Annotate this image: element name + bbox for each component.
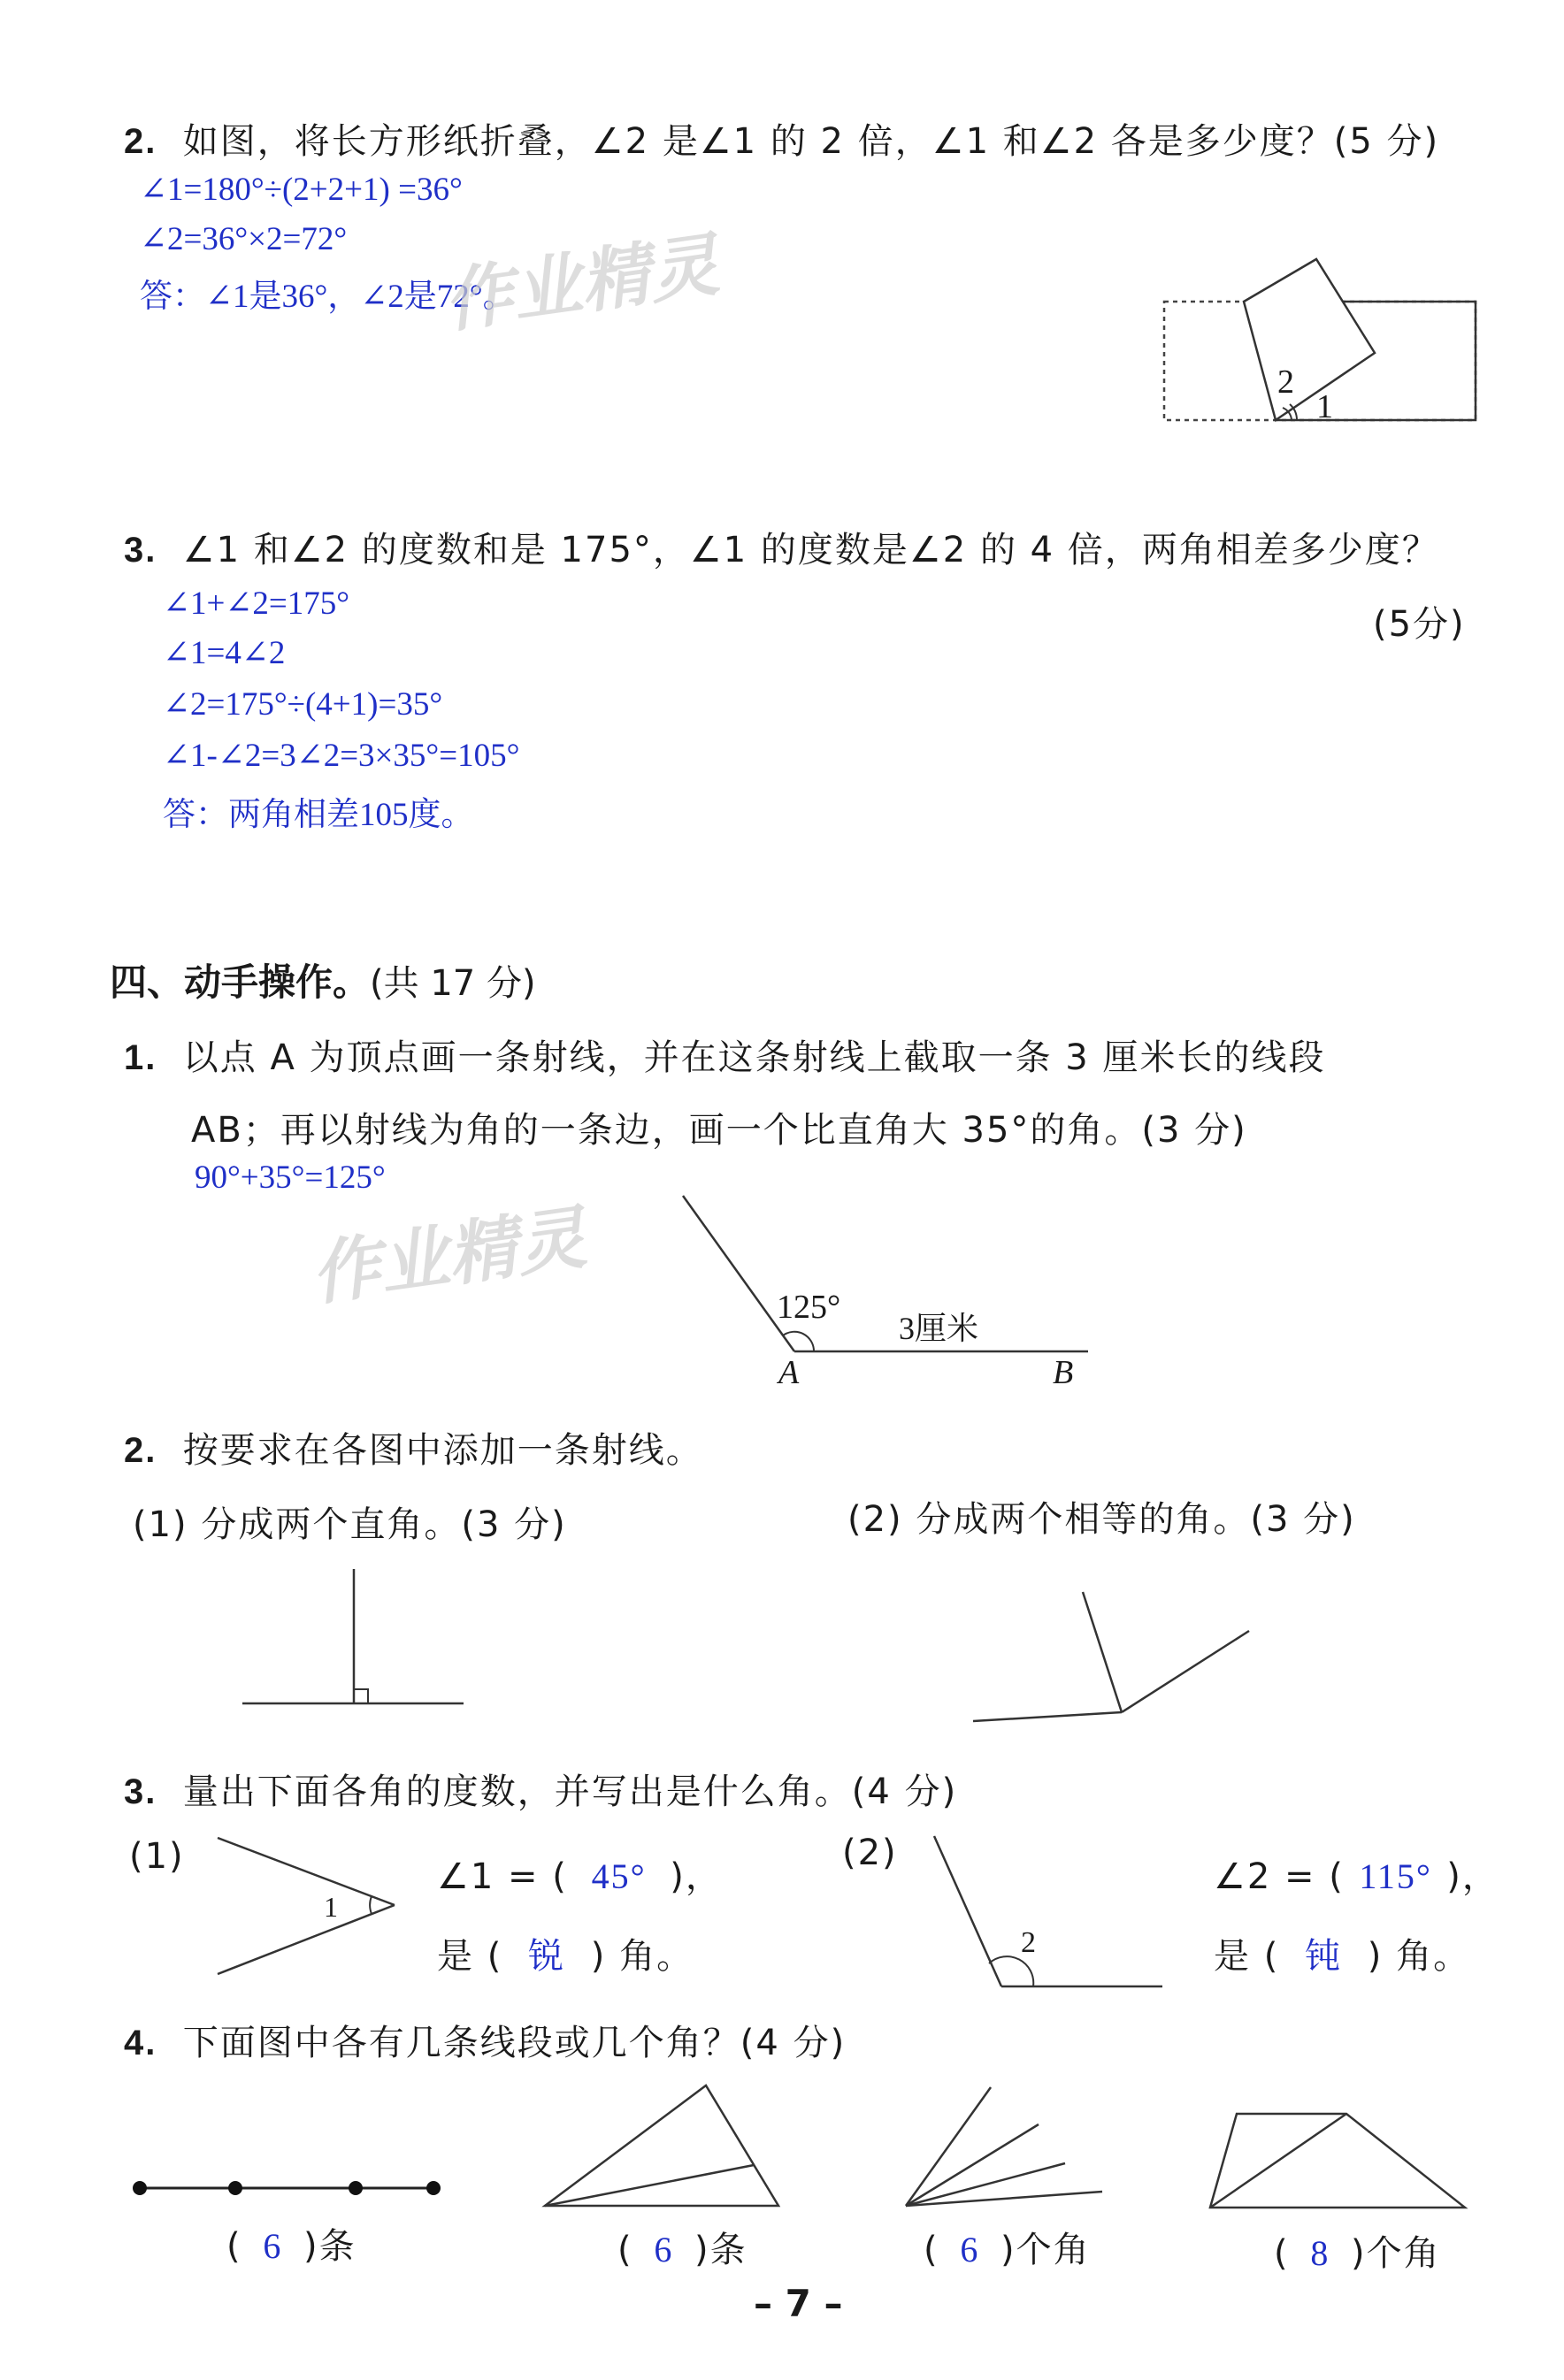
s4q3-p2-kind-line bbox=[1214, 1928, 1470, 1978]
s4q2-text: 按要求在各图中添加一条射线。 bbox=[182, 1430, 703, 1471]
watermark-1: 作业精灵 bbox=[439, 225, 724, 343]
s4q3-p1-kind: 锐 bbox=[528, 1936, 566, 1977]
s4q3-p2-kind-pre: 是 ( bbox=[1214, 1936, 1280, 1977]
q3-text: ∠1 和∠2 的度数和是 175°，∠1 的度数是∠2 的 4 倍，两角相差多少度？ bbox=[182, 530, 1439, 570]
s4q1-fig-angle: 125° bbox=[777, 1289, 841, 1326]
s4q4-item-3-post: )个角 bbox=[1000, 2230, 1091, 2270]
q3-score: (5分) bbox=[1373, 604, 1466, 645]
s4q3-p2-fig-label: 2 bbox=[1021, 1926, 1036, 1959]
s4q2-sub2: (2) 分成两个相等的角。(3 分) bbox=[847, 1499, 1356, 1540]
s4q4-item-3-pre: ( bbox=[924, 2230, 939, 2270]
q2-fig-label-1: 1 bbox=[1316, 388, 1333, 425]
s4q4-segment-figure bbox=[129, 2170, 448, 2206]
s4q1-fig-length: 3厘米 bbox=[899, 1311, 979, 1346]
s4q2-angle-figure bbox=[970, 1583, 1261, 1725]
s4q4-item-1-pre: ( bbox=[226, 2226, 242, 2267]
section4-title: 四、动手操作。 bbox=[110, 960, 371, 1004]
s4q1-angle-figure bbox=[672, 1185, 1097, 1362]
watermark-2: 作业精灵 bbox=[306, 1198, 591, 1316]
q2-answer-1: ∠1=180°÷(2+2+1) =36° bbox=[140, 172, 463, 208]
s4q3-prompt bbox=[124, 1764, 957, 1814]
q3-prompt bbox=[124, 522, 1439, 572]
s4q4-text: 下面图中各有几条线段或几个角？(4 分) bbox=[182, 2023, 847, 2063]
s4q1-line2: AB；再以射线为角的一条边，画一个比直角大 35°的角。(3 分) bbox=[191, 1110, 1247, 1151]
q3-answer-1: ∠1+∠2=175° bbox=[163, 585, 350, 622]
s4q4-prompt bbox=[124, 2015, 846, 2065]
page-number: – 7 – bbox=[754, 2282, 843, 2325]
s4q3-p1-angle-line bbox=[437, 1848, 723, 1899]
s4q3-acute-angle-figure bbox=[212, 1831, 407, 1981]
s4q3-p1-value: 45° bbox=[591, 1856, 647, 1896]
s4q2-sub1: (1) 分成两个直角。(3 分) bbox=[133, 1504, 567, 1545]
s4q1-answer: 90°+35°=125° bbox=[195, 1159, 386, 1196]
q2-text: 如图，将长方形纸折叠，∠2 是∠1 的 2 倍，∠1 和∠2 各是多少度？(5 分) bbox=[182, 121, 1440, 162]
s4q3-p2-angle-line bbox=[1214, 1848, 1499, 1899]
s4q3-p2-kind: 钝 bbox=[1305, 1936, 1343, 1977]
s4q1-text-1: 以点 A 为顶点画一条射线，并在这条射线上截取一条 3 厘米长的线段 bbox=[182, 1037, 1326, 1078]
s4q1-number: 1. bbox=[124, 1038, 157, 1077]
s4q3-p2-angle-name: ∠2 = ( bbox=[1214, 1856, 1345, 1897]
q2-number: 2. bbox=[124, 122, 157, 161]
s4q3-p1-kind-post: ) 角。 bbox=[590, 1936, 694, 1977]
s4q4-rays-figure bbox=[902, 2078, 1106, 2211]
s4q3-p2-value: 115° bbox=[1359, 1856, 1432, 1896]
q2-answer-2: ∠2=36°×2=72° bbox=[140, 221, 348, 257]
s4q3-p1-angle-name: ∠1 = ( bbox=[437, 1856, 568, 1897]
s4q3-obtuse-angle-figure bbox=[929, 1831, 1168, 1990]
s4q4-item-1-value: 6 bbox=[263, 2226, 283, 2266]
q2-prompt bbox=[124, 113, 1439, 164]
s4q3-p1-close: )， bbox=[670, 1856, 723, 1897]
s4q4-trapezoid-figure bbox=[1207, 2107, 1472, 2213]
s4q4-number: 4. bbox=[124, 2024, 157, 2062]
section4-heading bbox=[110, 953, 536, 1006]
s4q3-p1-kind-line bbox=[437, 1928, 694, 1978]
s4q4-item-2-value: 6 bbox=[654, 2230, 674, 2269]
s4q2-prompt bbox=[124, 1422, 703, 1473]
s4q3-p2-kind-post: ) 角。 bbox=[1367, 1936, 1471, 1977]
s4q4-item-4-post: )个角 bbox=[1351, 2233, 1441, 2274]
q2-fig-label-2: 2 bbox=[1277, 364, 1294, 401]
section4-score: (共 17 分) bbox=[370, 963, 536, 1004]
s4q2-number: 2. bbox=[124, 1431, 157, 1470]
q3-answer-5: 答：两角相差105度。 bbox=[163, 797, 474, 833]
q3-answer-2: ∠1=4∠2 bbox=[163, 635, 286, 671]
s4q2-right-angle-figure bbox=[239, 1565, 469, 1707]
q3-number: 3. bbox=[124, 531, 157, 570]
s4q3-p1-label: (1) bbox=[129, 1836, 185, 1877]
s4q4-item-4-value: 8 bbox=[1310, 2233, 1330, 2273]
s4q1-line1 bbox=[124, 1029, 1325, 1080]
s4q3-p2-label: (2) bbox=[842, 1833, 898, 1873]
s4q3-number: 3. bbox=[124, 1772, 157, 1811]
s4q1-fig-point-b: B bbox=[1053, 1354, 1074, 1391]
s4q4-item-2-pre: ( bbox=[617, 2230, 633, 2270]
s4q3-text: 量出下面各角的度数，并写出是什么角。(4 分) bbox=[182, 1772, 958, 1812]
s4q4-item-1-post: )条 bbox=[303, 2226, 356, 2267]
s4q4-item-4 bbox=[1274, 2225, 1441, 2276]
s4q3-p1-fig-label: 1 bbox=[324, 1891, 338, 1923]
q3-answer-4: ∠1-∠2=3∠2=3×35°=105° bbox=[163, 738, 520, 774]
s4q3-p2-close: )， bbox=[1446, 1856, 1499, 1897]
s4q1-fig-point-a: A bbox=[778, 1354, 800, 1391]
s4q4-item-1 bbox=[226, 2218, 356, 2269]
s4q4-item-4-pre: ( bbox=[1274, 2233, 1290, 2274]
s4q3-p1-kind-pre: 是 ( bbox=[437, 1936, 503, 1977]
q3-answer-3: ∠2=175°÷(4+1)=35° bbox=[163, 686, 443, 723]
s4q4-triangle-figure bbox=[541, 2078, 789, 2211]
s4q4-item-2-post: )条 bbox=[694, 2230, 748, 2270]
s4q4-item-3 bbox=[924, 2222, 1091, 2272]
q2-answer-3: 答：∠1是36°，∠2是72°。 bbox=[140, 279, 516, 315]
s4q4-item-3-value: 6 bbox=[960, 2230, 980, 2269]
s4q4-item-2 bbox=[617, 2222, 748, 2272]
